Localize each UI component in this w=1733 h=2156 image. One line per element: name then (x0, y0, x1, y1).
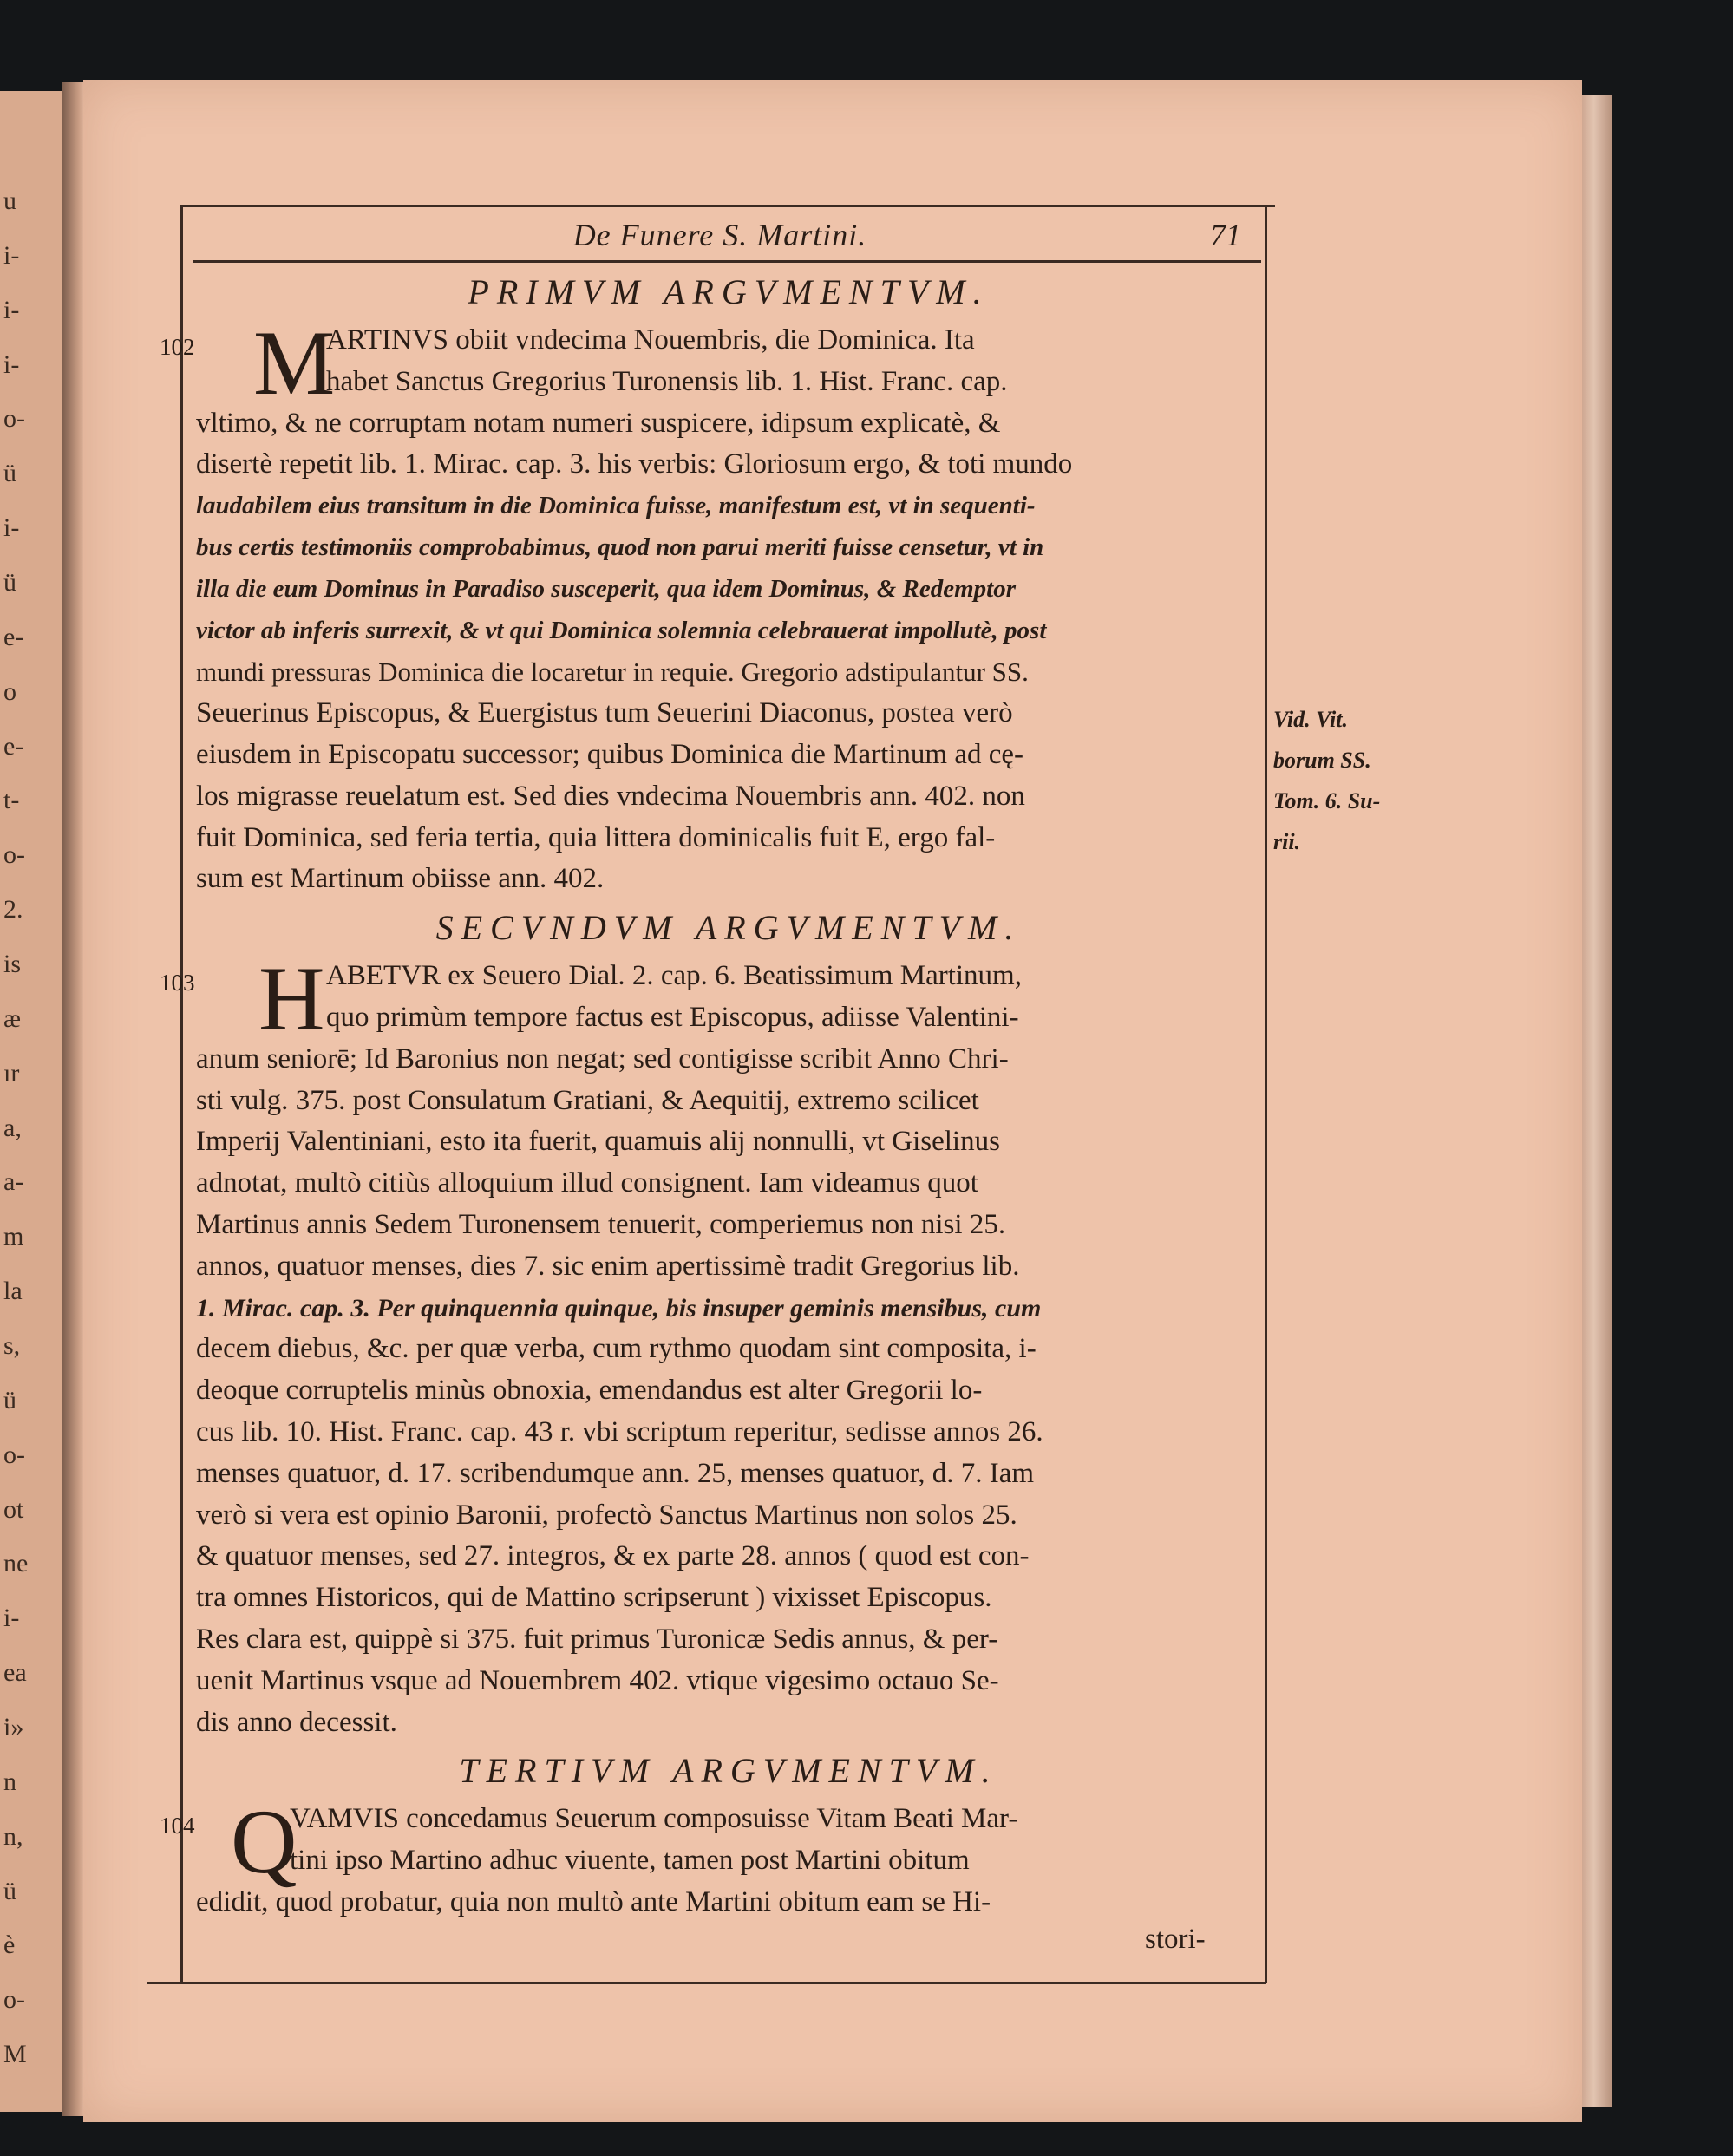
facing-page-fragment: ü (3, 568, 16, 597)
marginal-note (1273, 699, 1380, 862)
text-line: cus lib. 10. Hist. Franc. cap. 43 r. vbi scriptum reperitur, sedisse annos 26. (196, 1415, 1043, 1447)
text-line: Imperij Valentiniani, esto ita fuerit, quamuis alij nonnulli, vt Giselinus (196, 1126, 1000, 1158)
left-rule (180, 205, 183, 1983)
text-line: disertè repetit lib. 1. Mirac. cap. 3. his verbis: Gloriosum ergo, & toti mundo (196, 448, 1073, 480)
marginal-note-line: Tom. 6. Su- (1273, 788, 1381, 813)
section-tertium (160, 1745, 1261, 1923)
text-line: menses quatuor, d. 17. scribendumque ann. 25, menses quatuor, d. 7. Iam (196, 1457, 1035, 1489)
facing-page-fragment: e- (3, 731, 24, 761)
facing-page-fragment: m (3, 1222, 24, 1251)
facing-page-fragment: o- (3, 1985, 25, 2015)
text-line: bus certis testimoniis comprobabimus, quod non parui meriti fuisse censetur, vt in (196, 532, 1044, 561)
text-line: mundi pressuras Dominica die locaretur in requie. Gregorio adstipulantur SS. (196, 657, 1029, 688)
text-line: edidit, quod probatur, quia non multò ante Martini obitum eam se Hi- (196, 1885, 991, 1918)
section-primum (160, 266, 1261, 900)
paragraph-number: 102 (160, 334, 195, 360)
facing-page-fragment: s, (3, 1331, 21, 1360)
page-body (160, 265, 1261, 1924)
text-line: tra omnes Historicos, qui de Mattino scripserunt ) vixisset Episcopus. (196, 1582, 992, 1614)
text-line: decem diebus, &c. per quæ verba, cum rythmo quodam sint composita, i- (196, 1333, 1037, 1365)
drop-capital: Q (231, 1791, 298, 1893)
facing-page-fragment: o (3, 676, 16, 706)
facing-page-fragment: i- (3, 513, 20, 543)
drop-capital: H (258, 948, 325, 1050)
paragraph (160, 312, 1261, 900)
marginal-note-line: Vid. Vit. (1273, 707, 1348, 732)
text-line: victor ab inferis surrexit, & vt qui Dominica solemnia celebrauerat impollutè, post (196, 616, 1047, 644)
text-line: adnotat, multò citiùs alloquium illud consignent. Iam videamus quot (196, 1167, 978, 1199)
text-line: laudabilem eius transitum in die Dominica fuisse, manifestum est, vt in sequenti- (196, 492, 1036, 520)
text-line: dis anno decessit. (196, 1706, 397, 1738)
facing-page-fragment: a- (3, 1167, 24, 1197)
text-line: illa die eum Dominus in Paradiso susceperit, qua idem Dominus, & Redemptor (196, 574, 1017, 603)
facing-page-fragment: i- (3, 1604, 20, 1633)
text-line: quo primùm tempore factus est Episcopus, adiisse Valentini- (326, 1001, 1019, 1033)
text-line: sum est Martinum obiisse ann. 402. (196, 863, 605, 895)
bottom-rule (147, 1982, 1266, 1984)
text-line: habet Sanctus Gregorius Turonensis lib. 1. Hist. Franc. cap. (326, 365, 1008, 397)
facing-page-fragment: ne (3, 1549, 29, 1578)
catchword: stori- (1145, 1924, 1206, 1955)
text-line: & quatuor menses, sed 27. integros, & ex parte 28. annos ( quod est con- (196, 1540, 1030, 1572)
text-line: verò si vera est opinio Baronii, profectò Sanctus Martinus non solos 25. (196, 1499, 1017, 1531)
facing-page-fragment: o- (3, 404, 25, 434)
marginal-note-line: rii. (1273, 829, 1301, 854)
facing-page-fragment: ır (3, 1058, 20, 1088)
paragraph (160, 948, 1261, 1743)
text-line: anum seniorē; Id Baronius non negat; sed contigisse scribit Anno Chri- (196, 1042, 1009, 1075)
facing-page-fragment: i- (3, 240, 20, 270)
facing-page-fragment: ü (3, 1876, 16, 1905)
text-line: vltimo, & ne corruptam notam numeri suspicere, idipsum explicatè, & (196, 407, 1001, 439)
right-rule (1265, 205, 1267, 1983)
top-rule (180, 205, 1275, 207)
running-head: De Funere S. Martini. (572, 218, 867, 252)
text-line: ARTINVS obiit vndecima Nouembris, die Dominica. Ita (326, 324, 975, 356)
text-line: eiusdem in Episcopatu successor; quibus Dominica die Martinum ad cę- (196, 738, 1024, 770)
facing-page-fragment: M (3, 2040, 27, 2069)
facing-page-fragment: ü (3, 459, 16, 488)
paragraph (160, 1791, 1261, 1923)
section-heading: SECVNDVM ARGVMENTVM. (435, 908, 1022, 948)
facing-page-fragment: u (3, 186, 16, 215)
facing-page-fragment: e- (3, 622, 24, 651)
facing-page-fragment: 2. (3, 895, 23, 924)
facing-page-fragment: i» (3, 1713, 24, 1741)
facing-page-fragment: is (3, 950, 22, 978)
text-line: fuit Dominica, sed feria tertia, quia littera dominicalis fuit E, ergo fal- (196, 821, 996, 853)
paragraph-number: 103 (160, 970, 195, 996)
facing-page-fragment: a, (3, 1113, 22, 1142)
facing-page-fragment: ot (3, 1494, 24, 1524)
facing-page-fragment: ü (3, 1385, 16, 1414)
facing-page-fragment: o- (3, 840, 25, 870)
facing-page-fragment: n, (3, 1821, 23, 1851)
section-heading: PRIMVM ARGVMENTVM. (468, 272, 990, 311)
facing-page-fragment: æ (3, 1003, 22, 1033)
text-line: ABETVR ex Seuero Dial. 2. cap. 6. Beatissimum Martinum, (326, 960, 1022, 992)
facing-page-fragment: t- (3, 786, 20, 815)
text-line: uenit Martinus vsque ad Nouembrem 402. vtique vigesimo octauo Se- (196, 1664, 999, 1696)
facing-page-fragment: o- (3, 1440, 25, 1469)
book-gutter (62, 82, 85, 2116)
text-line: tini ipso Martino adhuc viuente, tamen post Martini obitum (290, 1845, 970, 1877)
text-line: Res clara est, quippè si 375. fuit primus Turonicæ Sedis annus, & per- (196, 1623, 998, 1655)
facing-page-fragment: la (3, 1277, 23, 1306)
text-line: VAMVIS concedamus Seuerum composuisse Vitam Beati Mar- (290, 1803, 1018, 1835)
page-edges (1582, 95, 1612, 2107)
text-line: los migrasse reuelatum est. Sed dies vndecima Nouembris ann. 402. non (196, 780, 1025, 812)
text-line: Martinus annis Sedem Turonensem tenuerit, comperiemus non nisi 25. (196, 1208, 1006, 1240)
facing-page-edge (0, 91, 66, 2112)
facing-page-fragment: ea (3, 1658, 27, 1688)
text-line: annos, quatuor menses, dies 7. sic enim apertissimè tradit Gregorius lib. (196, 1250, 1020, 1282)
facing-page-fragment: è (3, 1931, 16, 1960)
text-line: 1. Mirac. cap. 3. Per quinquennia quinque, bis insuper geminis mensibus, cum (196, 1293, 1042, 1323)
section-heading: TERTIVM ARGVMENTVM. (459, 1751, 998, 1791)
drop-capital: M (253, 312, 336, 414)
facing-page-fragment: n (3, 1767, 16, 1796)
page-number: 71 (1210, 218, 1241, 252)
text-line: deoque corruptelis minùs obnoxia, emendandus est alter Gregorii lo- (196, 1375, 983, 1407)
facing-page-fragment: i- (3, 295, 20, 324)
section-secundum (160, 902, 1261, 1743)
text-line: sti vulg. 375. post Consulatum Gratiani, & Aequitij, extremo scilicet (196, 1084, 979, 1116)
facing-page-fragment: i- (3, 350, 20, 379)
paragraph-number: 104 (160, 1813, 195, 1839)
head-rule (193, 260, 1261, 263)
text-line: Seuerinus Episcopus, & Euergistus tum Seuerini Diaconus, postea verò (196, 697, 1013, 729)
marginal-note-line: borum SS. (1273, 748, 1371, 773)
